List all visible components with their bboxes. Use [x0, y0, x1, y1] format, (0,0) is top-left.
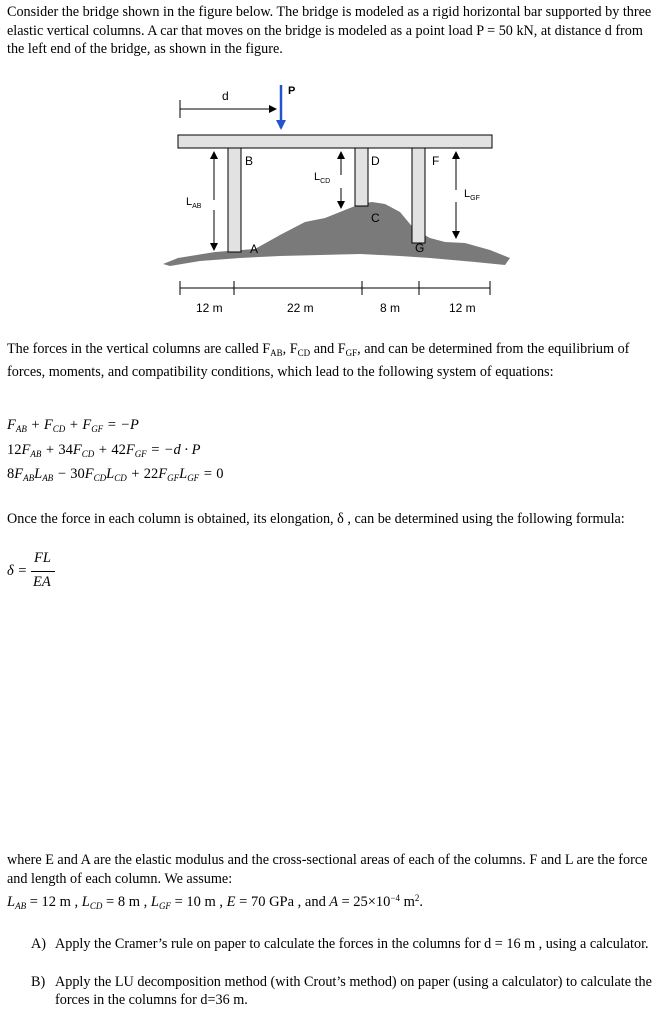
label-lcd: $L_{CD}$	[314, 171, 331, 185]
question-a-label: A)	[31, 936, 46, 952]
question-a-text: Apply the Cramer’s rule on paper to calculate the forces in the columns for d = 16 m , using a calculator.	[55, 936, 649, 952]
question-b	[31, 973, 656, 1009]
dim-label-1: 12 m	[196, 301, 223, 315]
elongation-paragraph: Once the force in each column is obtained, its elongation, δ , can be determined using the following formula:	[7, 511, 625, 527]
dim-label-4: 12 m	[449, 301, 476, 315]
dim-label-2: 22 m	[287, 301, 314, 315]
assumptions-line: $L_{AB} = 12$ m , $L_{CD} = 8$ m , $L_{GF} = 10$ m , E = 70 GPa , and $A = 25\times 10^{-4}$ $m^2$.	[7, 893, 424, 911]
label-a: A	[250, 242, 259, 256]
equation-3: $8F_{AB}L_{AB} - 30F_{CD}L_{CD} + 22F_{GF}L_{GF} = 0$	[7, 466, 224, 483]
label-lgf: $L_{GF}$	[464, 188, 480, 202]
formula-denominator: EA	[33, 574, 51, 590]
label-c: C	[371, 211, 380, 225]
equation-2: $12F_{AB} + 34F_{CD} + 42F_{GF} = -d \cdot P$	[7, 442, 201, 459]
label-g: G	[415, 241, 425, 255]
label-d: d	[222, 89, 229, 103]
bridge-deck	[178, 135, 492, 148]
intro-paragraph: Consider the bridge shown in the figure below. The bridge is modeled as a rigid horizontal bar supported by three elastic vertical columns. A car that moves on the bridge is modeled as a point load P = 50 kN, at distance d from the left end of the bridge, as shown in the figure.	[7, 4, 652, 57]
where-paragraph: where E and A are the elastic modulus and the cross-sectional areas of each of the columns. F and L are the force and length of each column. We assume:	[7, 852, 648, 887]
question-b-text: Apply the LU decomposition method (with Crout’s method) on paper (using a calculator) to calculate the forces in the columns for d=36 m.	[55, 974, 652, 1008]
label-p: P	[288, 85, 296, 97]
column-ab	[228, 148, 241, 252]
ground	[163, 202, 510, 266]
label-d-point: D	[371, 154, 380, 168]
question-a	[31, 935, 656, 953]
equation-1: $F_{AB} + F_{CD} + F_{GF} = -P$	[7, 417, 139, 434]
formula-fraction-bar	[31, 571, 55, 572]
label-f: F	[432, 154, 440, 168]
column-cd	[355, 148, 368, 206]
label-lab: $L_{AB}$	[186, 196, 202, 210]
formula-numerator: FL	[34, 550, 51, 566]
dim-label-3: 8 m	[380, 301, 401, 315]
forces-paragraph: The forces in the vertical columns are called $F_{AB}$, $F_{CD}$ and $F_{GF}$, and can be determined from the equilibrium of forces, moments, and compatibility conditions, which lead to the following system of equations:	[7, 341, 630, 380]
formula-lhs: δ =	[7, 563, 28, 579]
label-b: B	[245, 154, 254, 168]
column-gf	[412, 148, 425, 243]
question-b-label: B)	[31, 974, 46, 990]
